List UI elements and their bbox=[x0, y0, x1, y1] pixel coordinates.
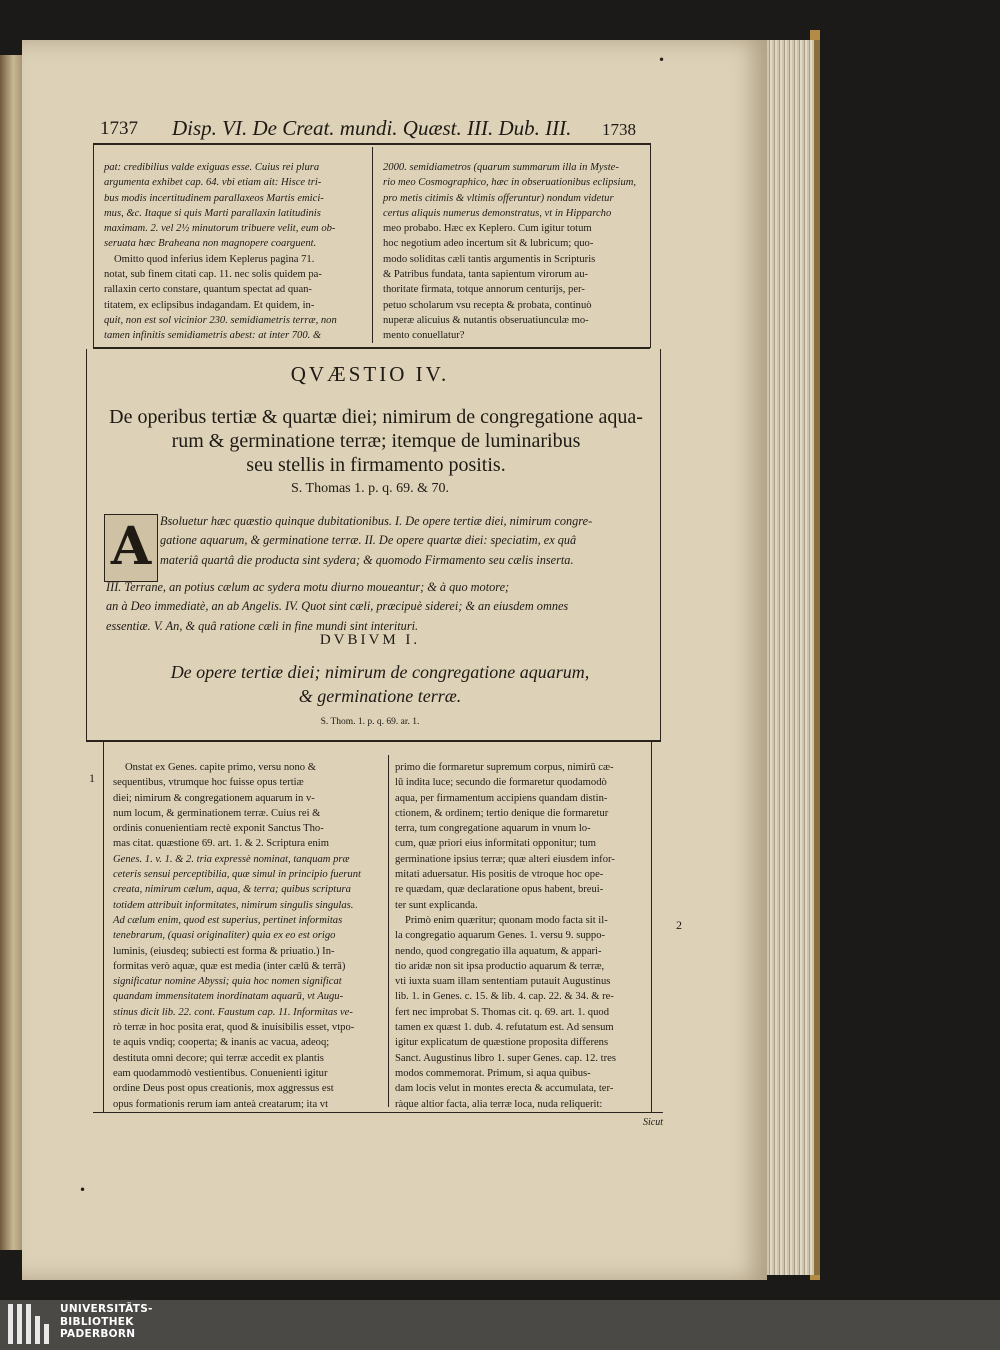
text-line: significatur nomine Abyssi; quia hoc nomen significat bbox=[113, 976, 342, 988]
text-line: modo soliditas cæli tantis argumentis in Scripturis bbox=[383, 253, 596, 265]
text-line: Genes. 1. v. 1. & 2. tria expressè nominat, tanquam præ bbox=[113, 853, 350, 865]
text-line: Omitto quod inferius idem Keplerus pagina 71. bbox=[114, 253, 315, 265]
text-line: ràque altior facta, alia terræ loca, nuda reliquerit: bbox=[395, 1098, 603, 1110]
text-line: eam quodammodò vestientibus. Conuenienti igitur bbox=[113, 1067, 328, 1079]
text-line: tio aridæ non sit ipsa productio aquarum & terræ, bbox=[395, 960, 605, 972]
text-line: ter sunt explicanda. bbox=[395, 899, 478, 911]
text-line: sequentibus, vtrumque hoc fuisse opus tertiæ bbox=[113, 777, 304, 789]
text-line: pat: credibilius valde exiguas esse. Cuius rei plura bbox=[104, 162, 320, 173]
dubium-reference: S. Thom. 1. p. q. 69. ar. 1. bbox=[320, 717, 420, 727]
text-line: mento conuellatur? bbox=[383, 330, 465, 342]
quaestio-title: QVÆSTIO IV. bbox=[290, 362, 450, 386]
catchword: Sicut bbox=[643, 1117, 663, 1128]
ink-dot: • bbox=[79, 1183, 87, 1197]
text-line: Primò enim quæritur; quonam modo facta sit il- bbox=[405, 914, 608, 926]
text-line: nendo, quod congregatio illa aquatum, & appari- bbox=[395, 945, 602, 957]
text-line: luminis, (eiusdeq; subiecti est forma & priuatio.) In- bbox=[113, 945, 335, 957]
subtitle-line: seu stellis in firmamento positis. bbox=[246, 454, 506, 476]
text-line: re quædam, quæ declaratione opus habent, breui- bbox=[395, 884, 604, 896]
subtitle-line: rum & germinatione terræ; itemque de luminaribus bbox=[171, 430, 581, 452]
facing-page-edge bbox=[0, 55, 22, 1250]
body-right-column bbox=[395, 760, 647, 1112]
text-line: te aquis vndiq; cooperta; & inanis ac vacua, adeoq; bbox=[113, 1037, 330, 1049]
text-line: petuo scholarum vsu recepta & probata, continuò bbox=[383, 299, 592, 311]
page-number-left: 1737 bbox=[100, 118, 138, 139]
text-line: fert nec improbat S. Thomas cit. q. 69. art. 1. quod bbox=[395, 1006, 609, 1018]
text-line: totidem attribuit informitates, nimirum singulis singulas. bbox=[113, 899, 354, 911]
page-number-right: 1738 bbox=[602, 120, 636, 139]
frame-left-bottom bbox=[103, 740, 104, 1112]
text-line: materiâ quartâ die producta sint sydera; & quomodo Firmamento seu cælis inserta. bbox=[160, 552, 574, 567]
subtitle-line: De operibus tertiæ & quartæ diei; nimirum de congregatione aqua- bbox=[109, 406, 643, 428]
logo-line: UNIVERSITÄTS- bbox=[60, 1303, 153, 1315]
intro-text-full bbox=[106, 578, 656, 636]
page-bottom-rule bbox=[93, 1112, 663, 1113]
text-line: tamen ex quæst 1. dub. 4. refutatum est. Ad sensum bbox=[395, 1022, 614, 1034]
top-left-column bbox=[104, 160, 366, 344]
text-line: bus modis incertitudinem parallaxeos Martis emici- bbox=[104, 192, 324, 204]
text-line: destituta omni decore; qui terræ accedit ex plantis bbox=[113, 1052, 324, 1064]
text-line: tamen infinitis semidiametris abest: at inter 700. & bbox=[104, 330, 322, 342]
text-line: seruata hæc Braheana non magnopere coarguent. bbox=[104, 238, 317, 250]
text-line: stinus dicit lib. 22. cont. Faustum cap. 11. Informitas ve- bbox=[113, 1006, 353, 1018]
frame-left-top bbox=[93, 143, 94, 348]
text-line: gatione aquarum, & germinatione terræ. II. De opere quartæ diei: speciatim, ex quâ bbox=[160, 533, 577, 548]
text-line: modos commemorat. Primum, si aqua quibus- bbox=[395, 1067, 591, 1079]
text-line: ctionem, & ordinem; tertio denique die formaretur bbox=[395, 807, 609, 819]
text-line: certus aliquis numerus demonstratus, vt in Hipparcho bbox=[383, 207, 612, 219]
library-logo-icon bbox=[8, 1304, 52, 1344]
text-line: rio meo Cosmographico, hæc in obseruationibus eclipsium, bbox=[383, 177, 637, 189]
subtitle-line: & germinatione terræ. bbox=[298, 686, 462, 706]
text-line: meo probabo. Hæc ex Keplero. Cum igitur totum bbox=[383, 223, 592, 235]
intro-text-short bbox=[160, 512, 656, 570]
text-line: pro metis citimis & vltimis offeruntur) nondum videtur bbox=[383, 192, 614, 204]
section-rule-top bbox=[93, 347, 650, 349]
section-rule-bottom bbox=[86, 740, 661, 742]
text-line: tenebrarum, (quasi originaliter) quia ex eo est origo bbox=[113, 930, 336, 942]
body-left-column bbox=[113, 760, 383, 1112]
text-line: vti iuxta suam illam sententiam putauit Augustinus bbox=[395, 976, 611, 988]
running-title: Disp. VI. De Creat. mundi. Quæst. III. Dub. III. bbox=[172, 116, 572, 140]
text-line: essentiæ. V. An, & quâ ratione cæli in fine mundi sint interituri. bbox=[106, 618, 419, 633]
text-line: mitati aduersatur. His positis de vtroque hoc ope- bbox=[395, 869, 604, 881]
text-line: ordinis conuenientiam rectè exponit Sanctus Tho- bbox=[113, 823, 324, 835]
text-line: thoritate firmata, totque annorum centurijs, per- bbox=[383, 284, 585, 296]
text-line: ceteris sensui perceptibilia, quæ simul in principio fuerunt bbox=[113, 869, 361, 881]
dubium-title: DVBIVM I. bbox=[319, 632, 421, 648]
column-divider-top bbox=[372, 147, 373, 343]
text-line: notat, sub finem citati cap. 11. nec solis quidem pa- bbox=[104, 269, 322, 281]
text-line: terra, tum congregatione aquarum in vnum lo- bbox=[395, 823, 591, 835]
text-line: ordine Deus post opus creationis, mox aggressus est bbox=[113, 1083, 334, 1095]
text-line: dam locis velut in montes erecta & accumulata, ter- bbox=[395, 1083, 614, 1095]
text-line: rallaxin certo constare, quantum spectat ad quan- bbox=[104, 284, 312, 296]
subtitle-line: De opere tertiæ diei; nimirum de congregatione aquarum, bbox=[170, 662, 590, 682]
text-line: & Patribus fundata, tanta sapientum virorum au- bbox=[383, 269, 589, 281]
logo-line: PADERBORN bbox=[60, 1328, 136, 1340]
text-line: Ad cælum enim, quod est superius, pertinet informitas bbox=[113, 914, 343, 926]
text-line: lib. 1. in Genes. c. 15. & lib. 4. cap. 22. & 34. & re- bbox=[395, 991, 614, 1003]
dubium-subtitle bbox=[120, 660, 640, 708]
text-line: opus formationis rerum iam anteà creatarum; ita vt bbox=[113, 1098, 329, 1110]
text-line: quit, non est sol vicinior 230. semidiametris terræ, non bbox=[104, 314, 337, 326]
text-line: igitur explicatum de quæstione proposita differens bbox=[395, 1037, 609, 1049]
header-rule bbox=[93, 143, 650, 145]
text-line: la congregatio aquarum Genes. 1. versu 9. suppo- bbox=[395, 930, 606, 942]
logo-line: BIBLIOTHEK bbox=[60, 1315, 134, 1328]
text-line: cum, quæ priori eius informitati opponitur; tum bbox=[395, 838, 596, 850]
text-line: rò terræ in hoc posita erat, quod & inuisibilis esset, vtpo- bbox=[113, 1022, 355, 1034]
margin-number-right: 2 bbox=[676, 918, 682, 932]
text-line: quandam immensitatem inordinatam aquarū, vt Augu- bbox=[113, 991, 344, 1003]
text-line: aqua, per firmamentum accipiens quandam distin- bbox=[395, 792, 608, 804]
text-line: Onstat ex Genes. capite primo, versu nono & bbox=[125, 762, 316, 773]
text-line: an à Deo immediatè, an ab Angelis. IV. Quot sint cæli, præcipuè siderei; & an eiusdem omnes bbox=[106, 599, 569, 614]
text-line: mus, &c. Itaque si quis Marti parallaxin latitudinis bbox=[104, 207, 321, 219]
text-line: num locum, & germinationem terræ. Cuius rei & bbox=[113, 807, 321, 819]
text-line: Bsoluetur hæc quæstio quinque dubitationibus. I. De opere tertiæ diei, nimirum congre- bbox=[160, 514, 593, 528]
text-line: mas citat. quæstione 69. art. 1. & 2. Scriptura enim bbox=[113, 838, 329, 850]
page-corner-mark: • bbox=[658, 53, 666, 67]
text-line: lū indita luce; secundo die formaretur quodamodò bbox=[395, 777, 607, 789]
text-line: III. Terrane, an potius cælum ac sydera motu diurno moueantur; & à quo motore; bbox=[106, 580, 510, 594]
quaestio-subtitle bbox=[86, 405, 666, 477]
library-logo-text bbox=[60, 1303, 153, 1341]
quaestio-reference: S. Thomas 1. p. q. 69. & 70. bbox=[290, 481, 450, 496]
frame-right-top bbox=[650, 143, 651, 348]
text-line: diei; nimirum & congregationem aquarum in v- bbox=[113, 792, 315, 804]
text-line: titatem, ex eclipsibus indagandam. Et quidem, in- bbox=[104, 299, 315, 311]
text-line: 2000. semidiametros (quarum summarum illa in Myste- bbox=[383, 162, 619, 173]
text-line: creata, nimirum cælum, aqua, & terra; quibus scriptura bbox=[113, 884, 351, 896]
text-line: formitas verò aquæ, quæ est media (inter cælū & terrā) bbox=[113, 960, 346, 972]
text-line: Sanct. Augustinus libro 1. super Genes. cap. 12. tres bbox=[395, 1052, 616, 1064]
decorated-initial: A bbox=[104, 514, 158, 582]
text-line: hoc negotium adeo incertum sit & lubricum; quo- bbox=[383, 238, 594, 250]
text-line: argumenta exhibet cap. 64. vbi etiam ait: Hisce tri- bbox=[104, 177, 322, 189]
top-right-column bbox=[383, 160, 645, 344]
text-line: germinatione ipsius terræ; quæ alteri eiusdem infor- bbox=[395, 853, 615, 865]
margin-number-left: 1 bbox=[89, 771, 95, 785]
frame-right-bottom bbox=[651, 740, 652, 1112]
text-line: maximam. 2. vel 2½ minutorum tribuere velit, eum ob- bbox=[104, 223, 336, 235]
text-line: primo die formaretur supremum corpus, nimirū cæ- bbox=[395, 762, 614, 773]
column-divider-bottom bbox=[388, 755, 389, 1107]
text-line: nuperæ alicuius & nutantis obseruatiunculæ mo- bbox=[383, 314, 589, 326]
